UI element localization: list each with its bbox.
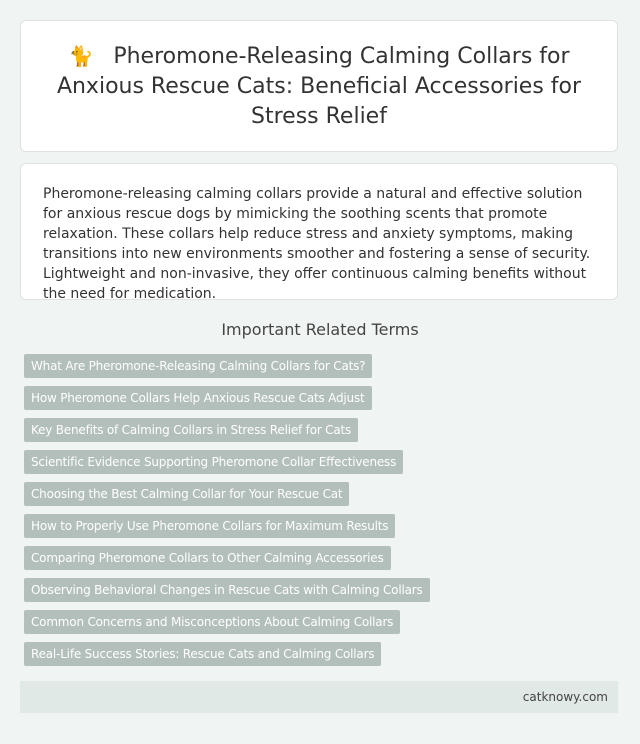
related-term-link[interactable]: Key Benefits of Calming Collars in Stress Relief for Cats	[24, 418, 358, 442]
related-term-link[interactable]: Scientific Evidence Supporting Pheromone Collar Effectiveness	[24, 450, 403, 474]
related-terms-heading: Important Related Terms	[221, 320, 419, 339]
title-card	[20, 20, 618, 152]
intro-card	[20, 163, 618, 300]
related-term-link[interactable]: Common Concerns and Misconceptions About Calming Collars	[24, 610, 400, 634]
page-title	[45, 41, 593, 132]
related-terms-list	[24, 354, 616, 674]
related-term-link[interactable]: How to Properly Use Pheromone Collars for Maximum Results	[24, 514, 395, 538]
intro-paragraph: Pheromone-releasing calming collars provide a natural and effective solution for anxious rescue dogs by mimicking the soothing scents that promote relaxation. These collars help reduce stress and anxiety symptoms, making transitions into new environments smoother and fostering a sense of security. Lightweight and non-invasive, they offer continuous calming benefits without the need for medication.	[43, 186, 591, 302]
related-term-link[interactable]: Real-Life Success Stories: Rescue Cats and Calming Collars	[24, 642, 381, 666]
page-title-text: Pheromone-Releasing Calming Collars for Anxious Rescue Cats: Beneficial Accessories for Stress Relief	[56, 43, 582, 129]
footer	[20, 681, 618, 713]
related-term-link[interactable]: Choosing the Best Calming Collar for Your Rescue Cat	[24, 482, 349, 506]
related-term-link[interactable]: Comparing Pheromone Collars to Other Calming Accessories	[24, 546, 391, 570]
cat-icon: 🐈	[68, 43, 94, 68]
related-term-link[interactable]: What Are Pheromone-Releasing Calming Collars for Cats?	[24, 354, 372, 378]
related-term-link[interactable]: How Pheromone Collars Help Anxious Rescue Cats Adjust	[24, 386, 372, 410]
related-term-link[interactable]: Observing Behavioral Changes in Rescue Cats with Calming Collars	[24, 578, 430, 602]
footer-site-link[interactable]: catknowy.com	[522, 690, 608, 704]
